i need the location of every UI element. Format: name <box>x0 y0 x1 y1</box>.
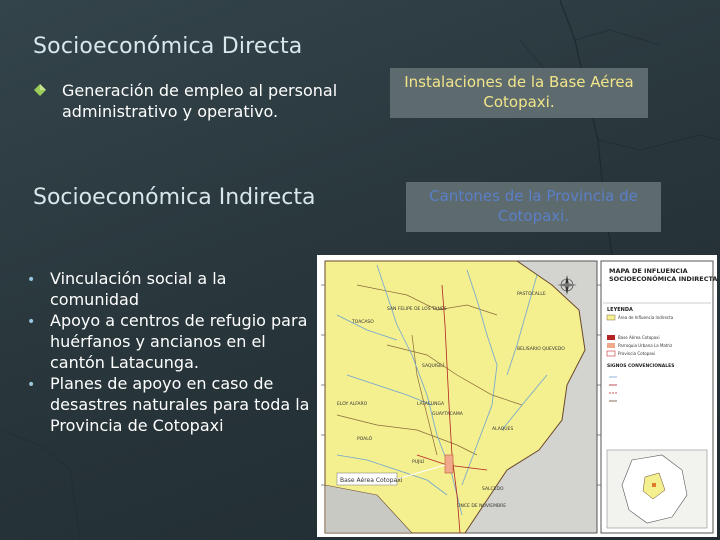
svg-text:SAN FELIPE DE LOS TANES: SAN FELIPE DE LOS TANES <box>387 307 447 312</box>
svg-text:ONCE DE NOVIEMBRE: ONCE DE NOVIEMBRE <box>457 504 507 509</box>
base-label: Base Aérea Cotopaxi <box>340 477 403 484</box>
svg-text:Parroquia Urbana La Matriz: Parroquia Urbana La Matriz <box>618 343 673 348</box>
svg-text:GUAYTACAMA: GUAYTACAMA <box>432 412 463 417</box>
bullet-direct-text: Generación de empleo al personal administrativo y operativo. <box>62 81 338 121</box>
diamond-bullet-icon <box>34 84 46 96</box>
heading-indirect: Socioeconómica Indirecta <box>33 185 316 210</box>
list-item: • Planes de apoyo en caso de desastres naturales para toda la Provincia de Cotopaxi <box>27 374 310 435</box>
heading-direct: Socioeconómica Directa <box>33 34 303 59</box>
info-box-cantons: Cantones de la Provincia de Cotopaxi. <box>406 182 661 232</box>
influence-map <box>317 255 717 537</box>
map-graphic <box>317 255 717 537</box>
bullet-dot-icon: • <box>27 272 36 288</box>
bullet-dot-icon: • <box>27 377 36 393</box>
list-item: • Vinculación social a la comunidad <box>27 269 227 309</box>
svg-text:Provincia Cotopaxi: Provincia Cotopaxi <box>618 351 656 356</box>
svg-text:Área de Influencia Indirecta: Área de Influencia Indirecta <box>618 315 674 320</box>
info-box-base: Instalaciones de la Base Aérea Cotopaxi. <box>390 68 648 118</box>
svg-text:SALCEDO: SALCEDO <box>482 487 504 492</box>
svg-text:SIGNOS CONVENCIONALES: SIGNOS CONVENCIONALES <box>607 364 675 369</box>
svg-text:Base Aérea Cotopaxi: Base Aérea Cotopaxi <box>618 335 660 340</box>
bullet-list-indirect <box>25 268 310 436</box>
svg-text:ALAQUES: ALAQUES <box>492 427 514 432</box>
svg-text:ELOY ALFARO: ELOY ALFARO <box>337 402 368 407</box>
svg-text:POALÓ: POALÓ <box>357 437 373 442</box>
svg-text:TOACASO: TOACASO <box>352 320 374 325</box>
svg-text:LEYENDA: LEYENDA <box>607 307 633 313</box>
svg-text:SAQUISILÍ: SAQUISILÍ <box>422 364 445 369</box>
svg-text:BELISARIO QUEVEDO: BELISARIO QUEVEDO <box>517 347 565 352</box>
bullet-dot-icon: • <box>27 314 36 330</box>
list-item: • Apoyo a centros de refugio para huérfanos y ancianos en el cantón Latacunga. <box>27 311 308 372</box>
svg-text:PASTOCALLE: PASTOCALLE <box>517 292 546 297</box>
svg-text:LATACUNGA: LATACUNGA <box>417 402 445 407</box>
map-title: MAPA DE INFLUENCIA SOCIOECONÓMICA INDIRECTA <box>609 267 717 283</box>
svg-text:PUJILÍ: PUJILÍ <box>412 460 425 465</box>
